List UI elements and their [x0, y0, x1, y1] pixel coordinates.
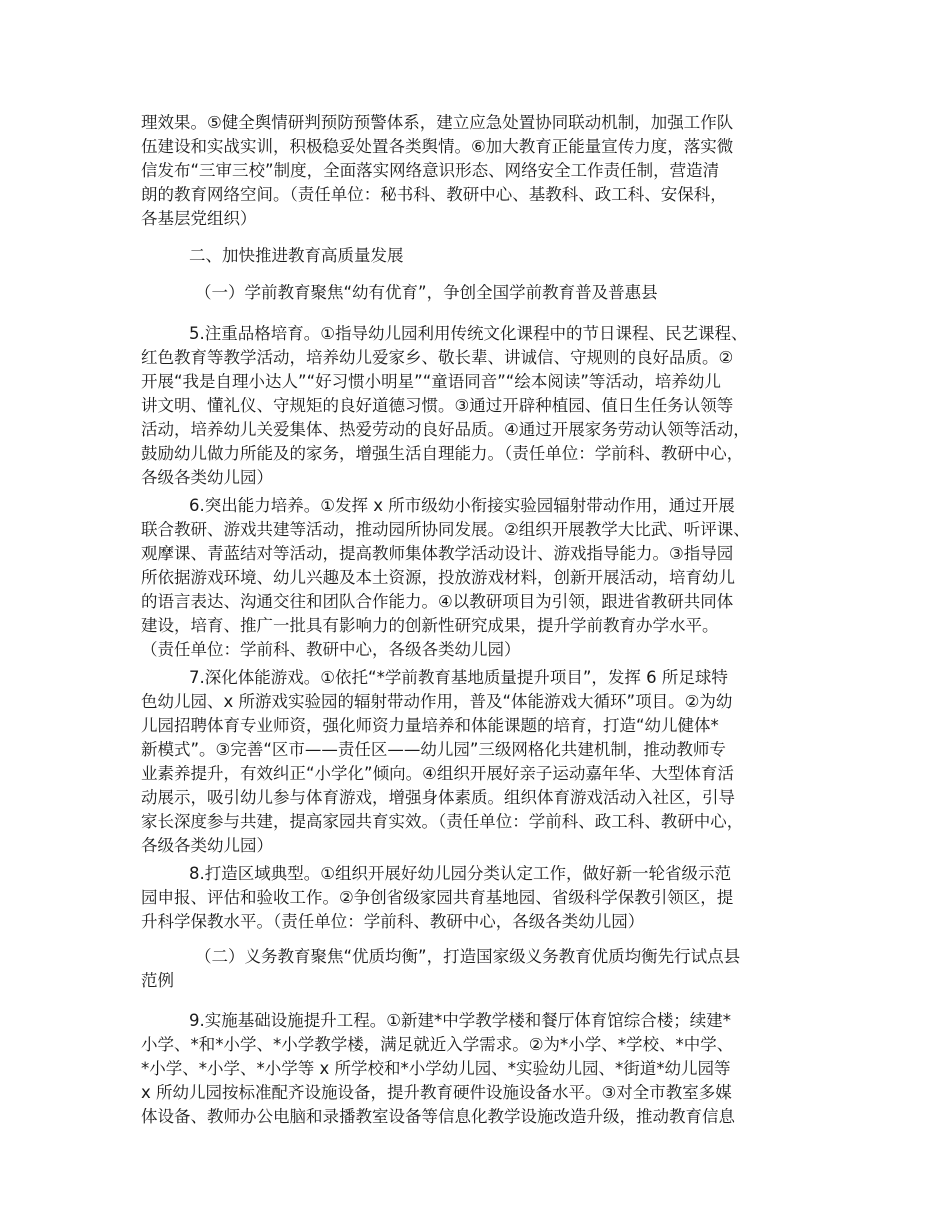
paragraph-line: 开展“我是自理小达人”“好习惯小明星”“童语同音”“绘本阅读”等活动，培养幼儿: [141, 372, 721, 391]
paragraph-line: 小学、*和*小学、*小学教学楼，满足就近入学需求。②为*小学、*学校、*中学、: [141, 1035, 734, 1054]
paragraph-line: 朗的教育网络空间。（责任单位：秘书科、教研中心、基教科、政工科、安保科，: [141, 185, 727, 204]
paragraph-line: 鼓励幼儿做力所能及的家务，增强生活自理能力。（责任单位：学前科、教研中心，: [141, 444, 744, 463]
paragraph-line: 活动，培养幼儿关爱集体、热爱劳动的良好品质。④通过开展家务劳动认领等活动，: [141, 420, 750, 439]
subsection-heading-continuation: 范例: [141, 971, 174, 990]
section-heading: 二、加快推进教育高质量发展: [189, 246, 404, 265]
subsection-heading: （二）义务教育聚焦“优质均衡”，打造国家级义务教育优质均衡先行试点县: [195, 947, 741, 966]
paragraph-line: 6.突出能力培养。①发挥 x 所市级幼小衔接实验园辐射带动作用，通过开展: [189, 496, 735, 515]
paragraph-line: 红色教育等教学活动，培养幼儿爱家乡、敬长辈、讲诚信、守规则的良好品质。②: [141, 348, 734, 367]
paragraph-line: 动展示，吸引幼儿参与体育游戏，增强身体素质。组织体育游戏活动入社区，引导: [141, 788, 735, 807]
paragraph-line: 8.打造区域典型。①组织开展好幼儿园分类认定工作，做好新一轮省级示范: [189, 864, 732, 883]
paragraph-line: 9.实施基础设施提升工程。①新建*中学教学楼和餐厅体育馆综合楼；续建*: [189, 1011, 732, 1030]
paragraph-line: *小学、*小学、*小学等 x 所学校和*小学幼儿园、*实验幼儿园、*街道*幼儿园等: [141, 1059, 731, 1078]
paragraph-line: 的语言表达、沟通交往和团队合作能力。④以教研项目为引领，跟进省教研共同体: [141, 592, 734, 611]
paragraph-line: 体设备、教师办公电脑和录播教室设备等信息化教学设施改造升级，推动教育信息: [141, 1107, 735, 1126]
paragraph-line: x 所幼儿园按标准配齐设施设备，提升教育硬件设施设备水平。③对全市教室多媒: [141, 1083, 732, 1102]
paragraph-line: 讲文明、懂礼仪、守规矩的良好道德习惯。③通过开辟种植园、值日生任务认领等: [141, 396, 734, 415]
paragraph-line: 园申报、评估和验收工作。②争创省级家园共育基地园、省级科学保教引领区，提: [141, 888, 734, 907]
paragraph-line: 建设，培育、推广一批具有影响力的创新性研究成果，提升学前教育办学水平。: [141, 616, 719, 635]
paragraph-line: 伍建设和实战实训，积极稳妥处置各类舆情。⑥加大教育正能量宣传力度，落实微: [141, 137, 734, 156]
paragraph-line: 联合教研、游戏共建等活动，推动园所协同发展。②组织开展教学大比武、听评课、: [141, 520, 750, 539]
paragraph-line: 7.深化体能游戏。①依托“*学前教育基地质量提升项目”，发挥 6 所足球特: [189, 668, 728, 687]
paragraph-line: 理效果。⑤健全舆情研判预防预警体系，建立应急处置协同联动机制，加强工作队: [141, 113, 734, 132]
subsection-heading: （一）学前教育聚焦“幼有优育”，争创全国学前教育普及普惠县: [195, 283, 658, 302]
paragraph-line: 5.注重品格培育。①指导幼儿园利用传统文化课程中的节日课程、民艺课程、: [189, 324, 748, 343]
paragraph-line: （责任单位：学前科、教研中心，各级各类幼儿园）: [141, 640, 521, 659]
paragraph-line: 所依据游戏环境、幼儿兴趣及本土资源，投放游戏材料，创新开展活动，培育幼儿: [141, 568, 735, 587]
paragraph-line: 业素养提升，有效纠正“小学化”倾向。④组织开展好亲子运动嘉年华、大型体育活: [141, 764, 734, 783]
paragraph-line: 观摩课、青蓝结对等活动，提高教师集体教学活动设计、游戏指导能力。③指导园: [141, 544, 734, 563]
paragraph-line: 色幼儿园、x 所游戏实验园的辐射带动作用，普及“体能游戏大循环”项目。②为幼: [141, 692, 733, 711]
paragraph-line: 各级各类幼儿园）: [141, 836, 273, 855]
paragraph-line: 各级各类幼儿园）: [141, 468, 273, 487]
paragraph-line: 各基层党组织）: [141, 209, 257, 228]
paragraph-line: 升科学保教水平。（责任单位：学前科、教研中心，各级各类幼儿园）: [141, 912, 645, 931]
paragraph-line: 家长深度参与共建，提高家园共育实效。（责任单位：学前科、政工科、教研中心，: [141, 812, 744, 831]
paragraph-line: 儿园招聘体育专业师资，强化师资力量培养和体能课题的培育，打造“幼儿健体*: [141, 716, 719, 735]
paragraph-line: 新模式”。③完善“区市——责任区——幼儿园”三级网格化共建机制，推动教师专: [141, 740, 726, 759]
paragraph-line: 信发布“三审三校”制度，全面落实网络意识形态、网络安全工作责任制，营造清: [141, 161, 720, 180]
